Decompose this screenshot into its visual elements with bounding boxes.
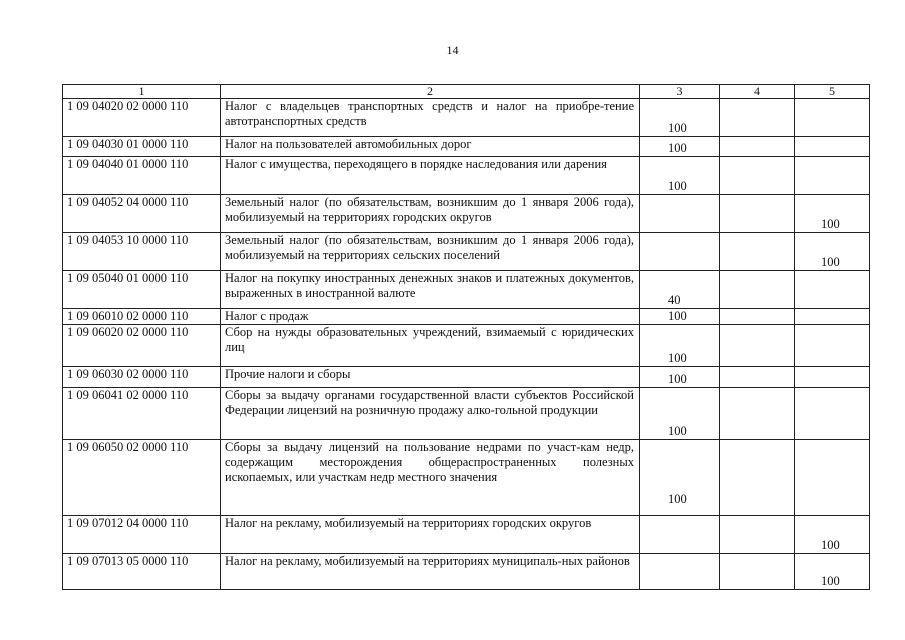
table-row xyxy=(63,388,870,440)
revenue-description: Налог с имущества, переходящего в порядке наследования или дарения xyxy=(221,157,640,195)
column-5-value xyxy=(795,388,870,440)
column-3-value: 100 xyxy=(640,309,720,325)
column-4-value xyxy=(720,309,795,325)
revenue-description: Сборы за выдачу лицензий на пользование недрами по участ-кам недр, содержащим месторождения общераспространенных полезных ископаемых, или участкам недр местного значения xyxy=(221,440,640,516)
column-4-value xyxy=(720,271,795,309)
column-5-value xyxy=(795,137,870,157)
column-5-value: 100 xyxy=(795,233,870,271)
column-3-value xyxy=(640,516,720,554)
column-header: 2 xyxy=(221,85,640,99)
revenue-description: Земельный налог (по обязательствам, возникшим до 1 января 2006 года), мобилизуемый на территориях сельских поселений xyxy=(221,233,640,271)
column-5-value: 100 xyxy=(795,516,870,554)
column-4-value xyxy=(720,554,795,590)
table-row xyxy=(63,325,870,367)
kbk-code: 1 09 07012 04 0000 110 xyxy=(63,516,221,554)
column-5-value: 100 xyxy=(795,195,870,233)
table-row xyxy=(63,233,870,271)
column-5-value xyxy=(795,325,870,367)
column-3-value: 100 xyxy=(640,440,720,516)
table-header-row xyxy=(63,85,870,99)
column-5-value: 100 xyxy=(795,554,870,590)
column-header: 1 xyxy=(63,85,221,99)
column-4-value xyxy=(720,388,795,440)
kbk-code: 1 09 05040 01 0000 110 xyxy=(63,271,221,309)
revenue-description: Налог на рекламу, мобилизуемый на территориях муниципаль-ных районов xyxy=(221,554,640,590)
table-row xyxy=(63,99,870,137)
revenue-description: Прочие налоги и сборы xyxy=(221,367,640,388)
column-3-value xyxy=(640,554,720,590)
kbk-code: 1 09 07013 05 0000 110 xyxy=(63,554,221,590)
kbk-code: 1 09 06050 02 0000 110 xyxy=(63,440,221,516)
column-header: 3 xyxy=(640,85,720,99)
revenue-codes-table xyxy=(62,84,870,590)
column-4-value xyxy=(720,157,795,195)
table-row xyxy=(63,440,870,516)
column-3-value: 100 xyxy=(640,367,720,388)
revenue-description: Сбор на нужды образовательных учреждений, взимаемый с юридических лиц xyxy=(221,325,640,367)
column-3-value: 100 xyxy=(640,388,720,440)
column-4-value xyxy=(720,137,795,157)
revenue-description: Сборы за выдачу органами государственной власти субъектов Российской Федерации лицензий на розничную продажу алко-гольной продукции xyxy=(221,388,640,440)
column-5-value xyxy=(795,367,870,388)
column-4-value xyxy=(720,440,795,516)
column-3-value: 100 xyxy=(640,137,720,157)
column-3-value: 40 xyxy=(640,271,720,309)
table-row xyxy=(63,554,870,590)
kbk-code: 1 09 06030 02 0000 110 xyxy=(63,367,221,388)
column-3-value: 100 xyxy=(640,157,720,195)
column-4-value xyxy=(720,233,795,271)
table-row xyxy=(63,367,870,388)
revenue-description: Налог с владельцев транспортных средств и налог на приобре-тение автотранспортных средств xyxy=(221,99,640,137)
column-header: 5 xyxy=(795,85,870,99)
kbk-code: 1 09 04053 10 0000 110 xyxy=(63,233,221,271)
revenue-description: Налог на рекламу, мобилизуемый на территориях городских округов xyxy=(221,516,640,554)
kbk-code: 1 09 06020 02 0000 110 xyxy=(63,325,221,367)
column-5-value xyxy=(795,271,870,309)
column-5-value xyxy=(795,309,870,325)
column-4-value xyxy=(720,99,795,137)
kbk-code: 1 09 04052 04 0000 110 xyxy=(63,195,221,233)
column-4-value xyxy=(720,516,795,554)
table-row xyxy=(63,309,870,325)
column-4-value xyxy=(720,367,795,388)
kbk-code: 1 09 04030 01 0000 110 xyxy=(63,137,221,157)
table-row xyxy=(63,137,870,157)
column-5-value xyxy=(795,99,870,137)
column-5-value xyxy=(795,157,870,195)
revenue-description: Налог на покупку иностранных денежных знаков и платежных документов, выраженных в иностранной валюте xyxy=(221,271,640,309)
column-4-value xyxy=(720,325,795,367)
kbk-code: 1 09 04040 01 0000 110 xyxy=(63,157,221,195)
table-row xyxy=(63,516,870,554)
column-3-value: 100 xyxy=(640,99,720,137)
column-3-value xyxy=(640,195,720,233)
kbk-code: 1 09 06010 02 0000 110 xyxy=(63,309,221,325)
table-row xyxy=(63,271,870,309)
table-row xyxy=(63,157,870,195)
revenue-description: Налог на пользователей автомобильных дорог xyxy=(221,137,640,157)
kbk-code: 1 09 04020 02 0000 110 xyxy=(63,99,221,137)
revenue-description: Земельный налог (по обязательствам, возникшим до 1 января 2006 года), мобилизуемый на территориях городских округов xyxy=(221,195,640,233)
column-3-value: 100 xyxy=(640,325,720,367)
revenue-description: Налог с продаж xyxy=(221,309,640,325)
page-number: 14 xyxy=(446,43,459,57)
column-3-value xyxy=(640,233,720,271)
kbk-code: 1 09 06041 02 0000 110 xyxy=(63,388,221,440)
column-5-value xyxy=(795,440,870,516)
column-header: 4 xyxy=(720,85,795,99)
column-4-value xyxy=(720,195,795,233)
table-row xyxy=(63,195,870,233)
